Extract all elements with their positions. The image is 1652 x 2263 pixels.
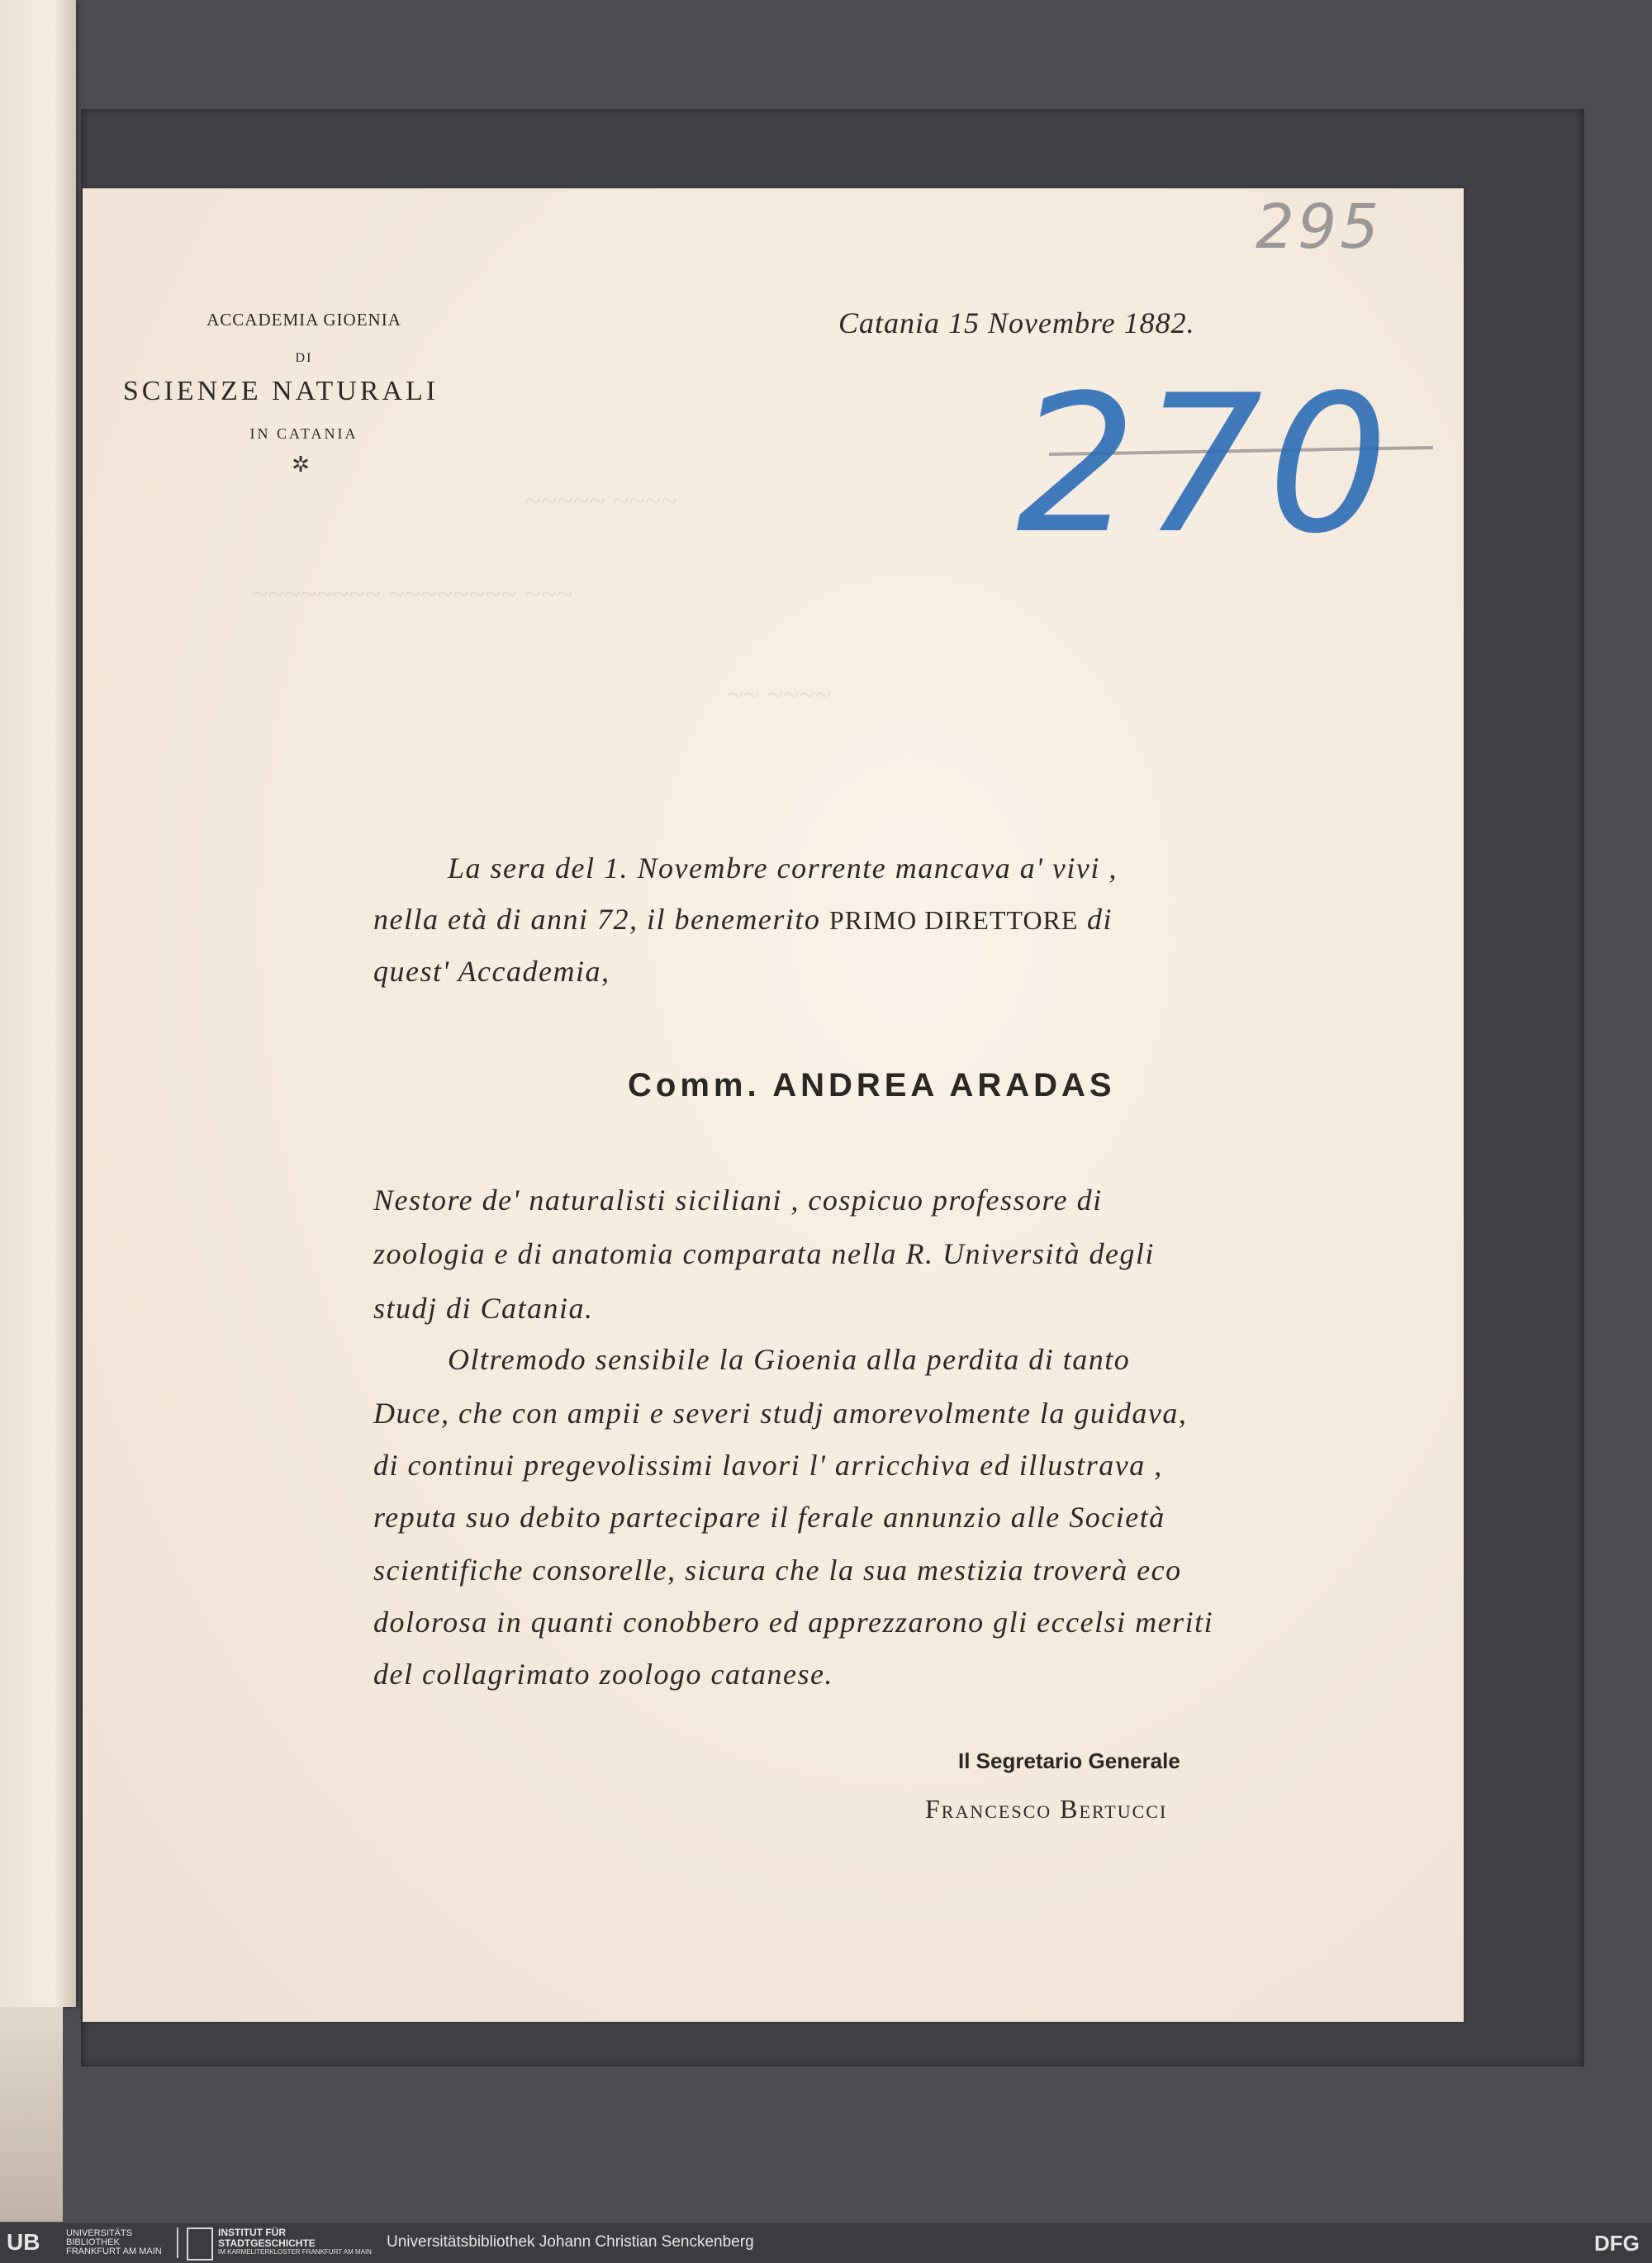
body-line: di continui pregevolissimi lavori l' arricchiva ed illustrava , bbox=[373, 1449, 1163, 1482]
footer-library-name: Universitätsbibliothek Johann Christian Senckenberg bbox=[387, 2233, 754, 2251]
signature-name: Francesco Bertucci bbox=[925, 1794, 1168, 1824]
footer-divider bbox=[177, 2227, 178, 2258]
show-through-mark: ~~ ~~~~ bbox=[727, 678, 831, 711]
dateline: Catania 15 Novembre 1882. bbox=[838, 306, 1195, 339]
body-line bbox=[373, 902, 1113, 937]
body-line: quest' Accademia, bbox=[373, 955, 610, 988]
blue-crayon-annotation: 270 bbox=[1016, 355, 1393, 576]
signature-title: Il Segretario Generale bbox=[958, 1748, 1180, 1773]
body-line: studj di Catania. bbox=[373, 1292, 594, 1325]
ub-logo[interactable]: UB bbox=[7, 2229, 40, 2255]
dfg-logo[interactable]: DFG bbox=[1594, 2231, 1640, 2256]
letterhead-city: IN CATANIA bbox=[249, 425, 358, 442]
body-line: Duce, che con ampii e severi studj amorevolmente la guidava, bbox=[373, 1397, 1188, 1430]
show-through-mark: ~~~~~~~~ ~~~~~~~~ ~~~ bbox=[252, 577, 573, 610]
ub-logo-text: UNIVERSITÄTS BIBLIOTHEK FRANKFURT AM MAIN bbox=[66, 2228, 162, 2256]
letterhead-sciences: SCIENZE NATURALI bbox=[122, 376, 439, 406]
body-line: reputa suo debito partecipare il ferale annunzio alle Società bbox=[373, 1501, 1165, 1534]
body-line: Oltremodo sensibile la Gioenia alla perdita di tanto bbox=[448, 1343, 1131, 1376]
institute-logo[interactable]: INSTITUT FÜR STADTGESCHICHTE bbox=[218, 2227, 316, 2249]
body-line: La sera del 1. Novembre corrente mancava a' vivi , bbox=[448, 852, 1118, 885]
body-text: di bbox=[1086, 903, 1113, 936]
letterhead-academy: ACCADEMIA GIOENIA bbox=[206, 310, 401, 330]
letterhead-di: DI bbox=[295, 351, 313, 365]
show-through-mark: ~~~~~ ~~~~ bbox=[525, 484, 677, 517]
pencil-annotation: 295 bbox=[1256, 192, 1383, 263]
body-line: Nestore de' naturalisti siciliani , cospicuo professore di bbox=[373, 1184, 1103, 1217]
body-line: zoologia e di anatomia comparata nella R. Università degli bbox=[373, 1237, 1155, 1270]
body-line: del collagrimato zoologo catanese. bbox=[373, 1658, 833, 1691]
ornament-icon: ✲ bbox=[292, 453, 310, 477]
body-text: nella età di anni 72, il benemerito bbox=[373, 903, 821, 936]
body-line: dolorosa in quanti conobbero ed apprezzarono gli eccelsi meriti bbox=[373, 1606, 1214, 1639]
adjacent-page-edge bbox=[0, 0, 76, 2007]
emphasis-text: PRIMO DIRETTORE bbox=[828, 905, 1079, 935]
viewer-footer bbox=[0, 2222, 1652, 2263]
deceased-name-heading: Comm. ANDREA ARADAS bbox=[628, 1067, 1116, 1103]
institute-shield-icon bbox=[187, 2227, 213, 2261]
institute-logo-text: IM KARMELITERKLOSTER FRANKFURT AM MAIN bbox=[218, 2248, 372, 2256]
body-line: scientifiche consorelle, sicura che la sua mestizia troverà eco bbox=[373, 1554, 1182, 1587]
adjacent-page-edge-lower bbox=[0, 2007, 63, 2222]
